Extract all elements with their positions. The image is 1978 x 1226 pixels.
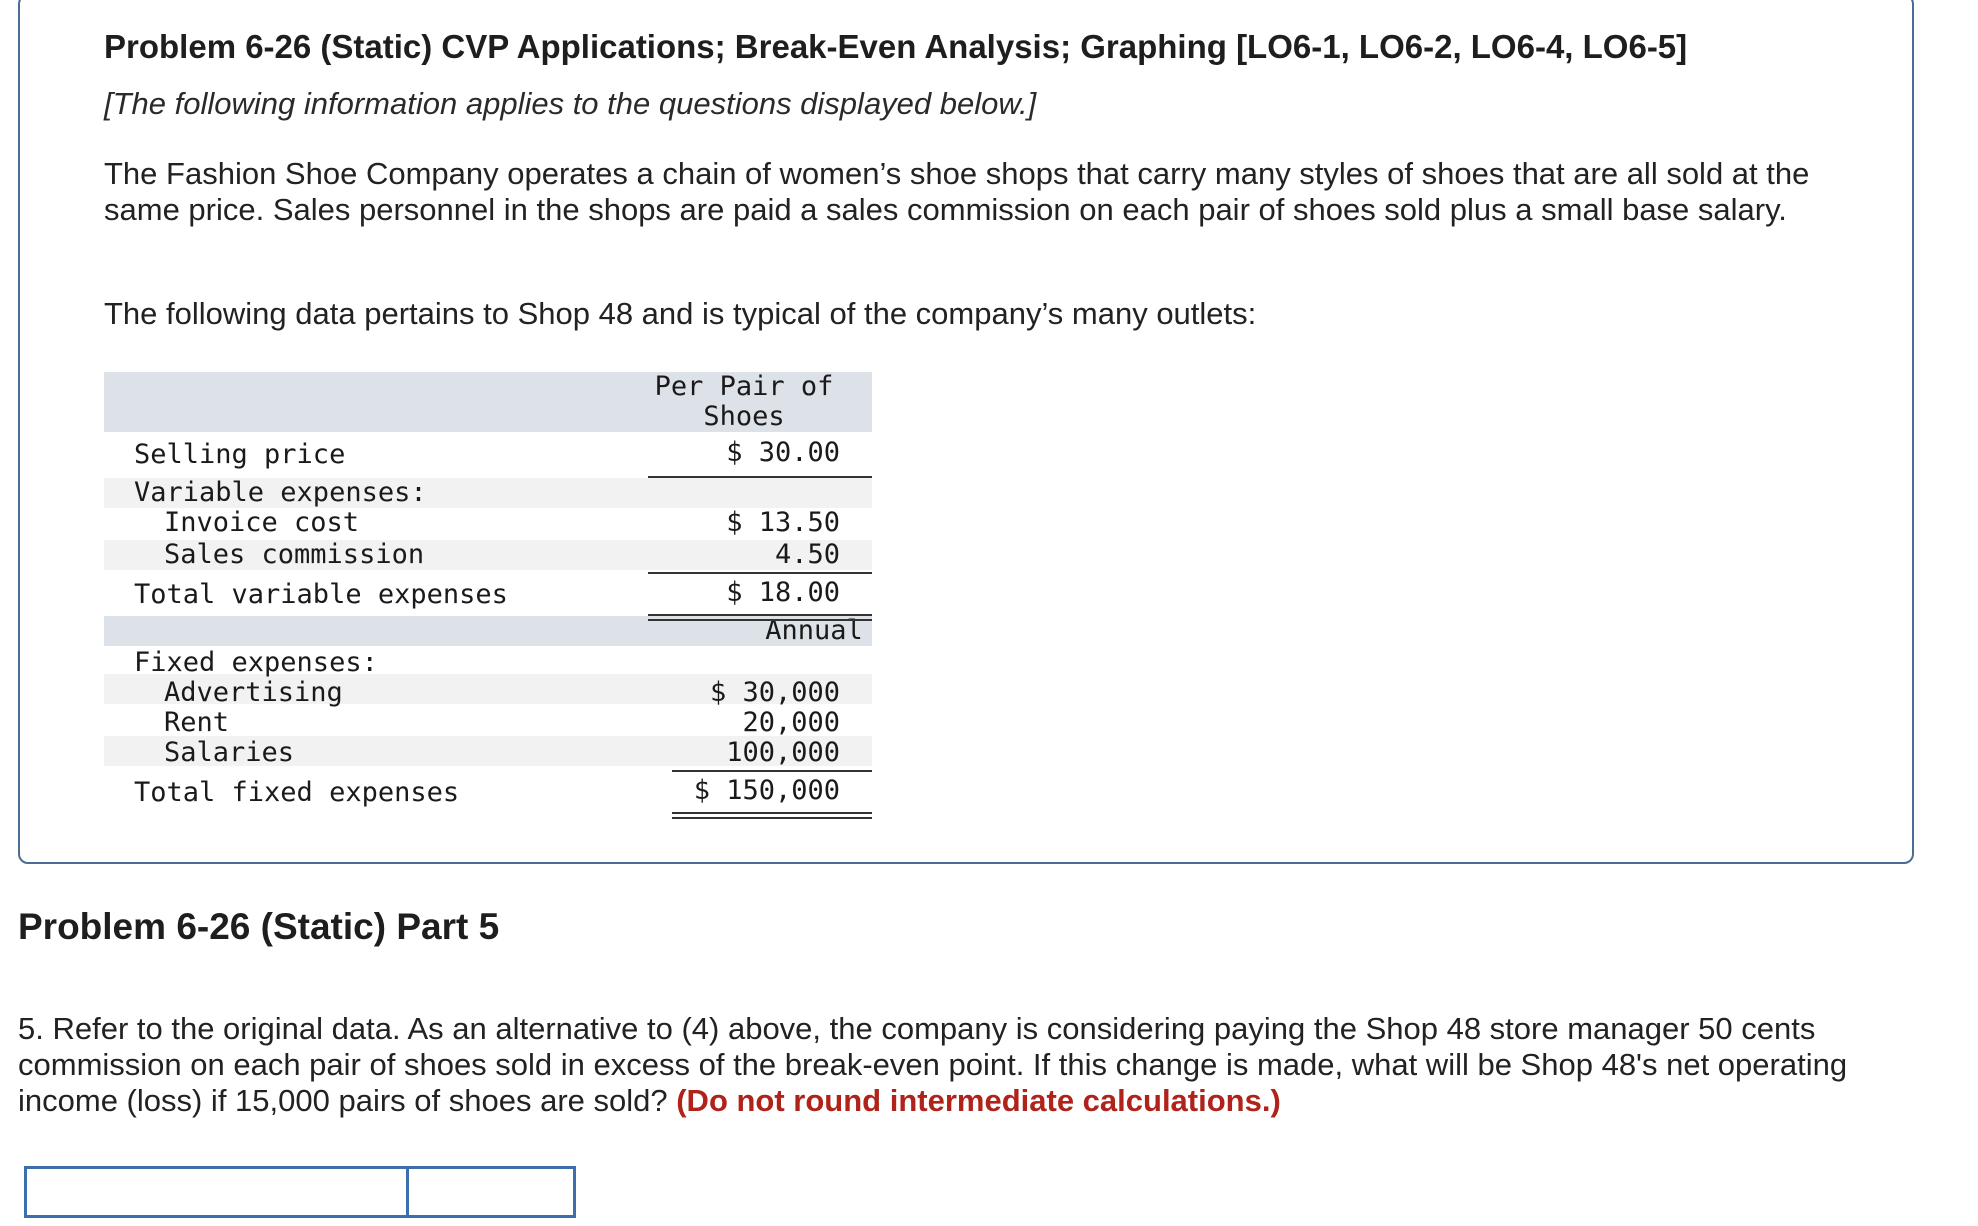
rounding-instruction: (Do not round intermediate calculations.)	[676, 1083, 1281, 1118]
part-title: Problem 6-26 (Static) Part 5	[18, 906, 500, 947]
data-intro-paragraph: The following data pertains to Shop 48 and is typical of the company’s many outlets:	[104, 296, 1257, 331]
problem-title: Problem 6-26 (Static) CVP Applications; Break-Even Analysis; Graphing [LO6-1, LO6-2, LO6-4, LO6-5]	[104, 28, 1688, 65]
double-underline	[648, 614, 872, 621]
selling-price-value: $ 30.00	[726, 437, 840, 468]
answer-row	[24, 1166, 576, 1218]
underline	[648, 476, 872, 478]
answer-label-input[interactable]	[27, 1169, 409, 1215]
intro-paragraph: The Fashion Shoe Company operates a chain of women’s shoe shops that carry many styles of shoes that are all sold at the same price. Sales personnel in the shops are paid a sales commission on each pair of shoes sold plus a small base salary.	[104, 156, 1810, 227]
header-per-pair-line2: Shoes	[703, 401, 785, 432]
underline	[672, 770, 872, 772]
total-variable-label: Total variable expenses	[134, 579, 508, 610]
rent-value: 20,000	[742, 707, 840, 738]
sales-commission-label: Sales commission	[164, 539, 425, 570]
rent-label: Rent	[164, 707, 230, 738]
invoice-cost-label: Invoice cost	[164, 507, 360, 538]
selling-price-label: Selling price	[134, 439, 346, 470]
header-per-pair: Per Pair of	[654, 371, 834, 402]
advertising-label: Advertising	[164, 677, 343, 708]
advertising-value: $ 30,000	[709, 677, 840, 708]
fixed-expenses-label: Fixed expenses:	[134, 647, 378, 678]
underline	[648, 572, 872, 574]
salaries-value: 100,000	[726, 737, 840, 768]
invoice-cost-value: $ 13.50	[726, 507, 840, 538]
salaries-label: Salaries	[164, 737, 295, 768]
applies-note: [The following information applies to the questions displayed below.]	[104, 86, 1037, 121]
total-fixed-label: Total fixed expenses	[134, 777, 460, 808]
total-fixed-value: $ 150,000	[693, 775, 840, 806]
question-body: 5. Refer to the original data. As an alternative to (4) above, the company is considering paying the Shop 48 store manager 50 cents commission on each pair of shoes sold in excess of the break-even point. If this change is made, what will be Shop 48's net operating income (loss) if 15,000 pairs of shoes are sold?	[18, 1011, 1848, 1118]
sales-commission-value: 4.50	[774, 539, 840, 570]
question-text	[18, 1011, 1918, 1119]
header-annual: Annual	[765, 615, 863, 646]
cost-data-table	[104, 372, 872, 822]
variable-expenses-label: Variable expenses:	[134, 477, 427, 508]
answer-amount-input[interactable]	[409, 1169, 573, 1215]
double-underline	[672, 812, 872, 819]
total-variable-value: $ 18.00	[726, 577, 840, 608]
